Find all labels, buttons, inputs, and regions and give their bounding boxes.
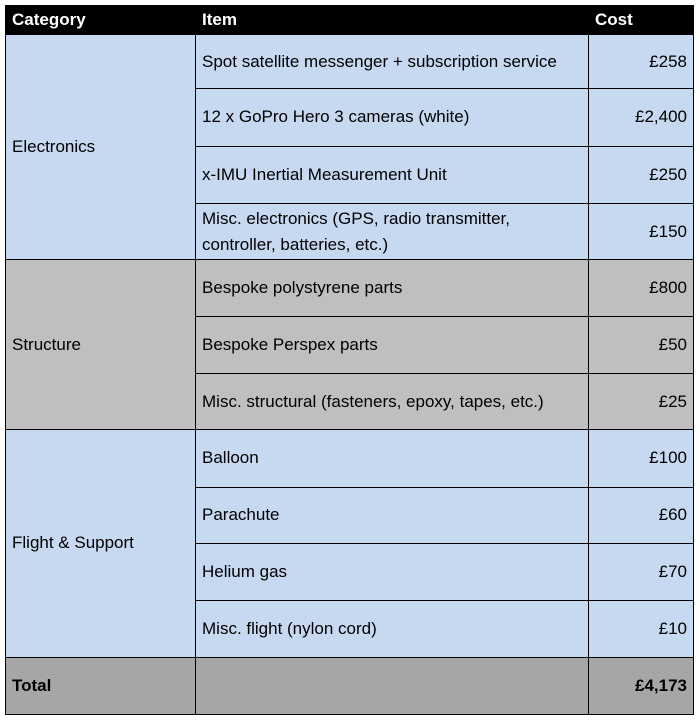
cost-cell: £60 <box>589 487 694 543</box>
cost-cell: £150 <box>589 203 694 259</box>
item-cell: Spot satellite messenger + subscription service <box>196 35 589 89</box>
item-cell: Balloon <box>196 430 589 487</box>
header-category: Category <box>6 6 196 35</box>
total-row <box>6 657 694 714</box>
cost-cell: £10 <box>589 601 694 657</box>
item-cell: Bespoke Perspex parts <box>196 316 589 373</box>
header-item: Item <box>196 6 589 35</box>
item-cell: x-IMU Inertial Measurement Unit <box>196 146 589 203</box>
total-label: Total <box>6 657 196 714</box>
cost-cell: £100 <box>589 430 694 487</box>
table-row <box>6 35 694 89</box>
cost-cell: £258 <box>589 35 694 89</box>
table-row <box>6 260 694 316</box>
header-cost: Cost <box>589 6 694 35</box>
item-cell: Helium gas <box>196 543 589 600</box>
total-cost: £4,173 <box>589 657 694 714</box>
item-cell: Misc. flight (nylon cord) <box>196 601 589 657</box>
item-cell: Misc. structural (fasteners, epoxy, tapes, etc.) <box>196 373 589 429</box>
cost-table <box>5 5 694 715</box>
item-cell: 12 x GoPro Hero 3 cameras (white) <box>196 89 589 146</box>
cost-cell: £50 <box>589 316 694 373</box>
cost-cell: £250 <box>589 146 694 203</box>
item-cell: Bespoke polystyrene parts <box>196 260 589 316</box>
cost-cell: £25 <box>589 373 694 429</box>
category-cell-flight-support: Flight & Support <box>6 430 196 657</box>
cost-cell: £800 <box>589 260 694 316</box>
table-row <box>6 430 694 487</box>
category-cell-electronics: Electronics <box>6 35 196 260</box>
item-cell: Parachute <box>196 487 589 543</box>
category-cell-structure: Structure <box>6 260 196 430</box>
item-cell: Misc. electronics (GPS, radio transmitter, controller, batteries, etc.) <box>196 203 589 259</box>
total-item-cell <box>196 657 589 714</box>
cost-cell: £2,400 <box>589 89 694 146</box>
cost-cell: £70 <box>589 543 694 600</box>
header-row <box>6 6 694 35</box>
